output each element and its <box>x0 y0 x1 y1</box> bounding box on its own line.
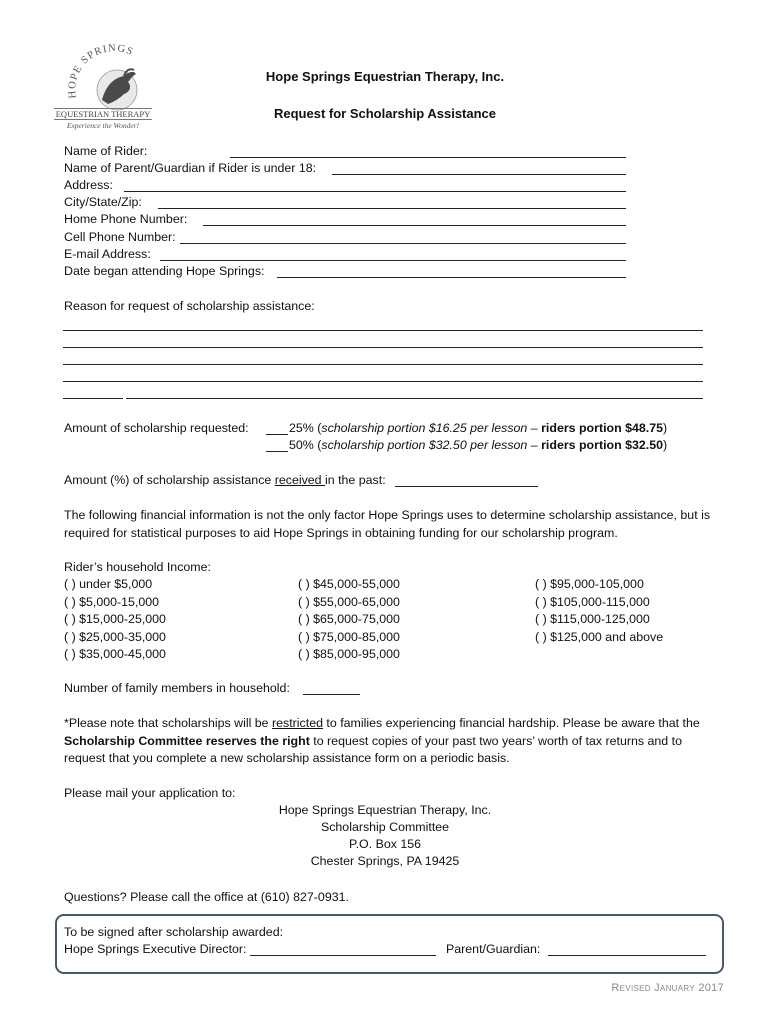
guardian-name-field[interactable] <box>332 174 626 175</box>
past-assistance-label: Amount (%) of scholarship assistance received in the past: <box>64 473 386 487</box>
home-phone-field[interactable] <box>203 225 626 226</box>
income-option[interactable]: ( ) $55,000-65,000 <box>298 594 400 609</box>
reason-label: Reason for request of scholarship assistance: <box>64 299 315 313</box>
reason-line-1[interactable] <box>63 330 703 331</box>
income-option[interactable]: ( ) $105,000-115,000 <box>535 594 650 609</box>
guardian-signature-label: Parent/Guardian: <box>446 942 541 956</box>
city-state-zip-field[interactable] <box>158 208 626 209</box>
income-column-2 <box>298 576 400 664</box>
director-signature-label: Hope Springs Executive Director: <box>64 942 247 956</box>
reason-line-2[interactable] <box>63 347 703 348</box>
logo-tagline: Experience the Wonder! <box>66 121 140 130</box>
restriction-note: *Please note that scholarships will be restricted to families experiencing financial hardship. Please be aware that the Scholarship Committee reserves the right to request copies of your past two years’ worth of tax returns and to request that you complete a new scholarship assistance form on a periodic basis. <box>64 716 700 765</box>
family-members-field[interactable] <box>303 694 360 695</box>
logo-arc-text: HOPE SPRINGS <box>66 43 136 99</box>
income-option[interactable]: ( ) under $5,000 <box>64 577 153 591</box>
address-label: Address: <box>64 178 113 192</box>
form-title: Request for Scholarship Assistance <box>273 106 497 121</box>
reason-line-5b[interactable] <box>126 398 703 399</box>
mail-address-line: Scholarship Committee <box>320 820 450 834</box>
signature-heading: To be signed after scholarship awarded: <box>64 925 284 939</box>
past-assistance-field[interactable] <box>395 486 538 487</box>
guardian-signature-field[interactable] <box>548 955 706 956</box>
cell-phone-label: Cell Phone Number: <box>64 230 176 244</box>
reason-line-4[interactable] <box>63 381 703 382</box>
income-option[interactable]: ( ) $95,000-105,000 <box>535 577 644 591</box>
income-option[interactable]: ( ) $25,000-35,000 <box>64 629 166 644</box>
email-label: E-mail Address: <box>64 247 151 261</box>
income-option[interactable]: ( ) $115,000-125,000 <box>535 612 650 626</box>
address-field[interactable] <box>124 191 626 192</box>
income-option[interactable]: ( ) $85,000-95,000 <box>298 647 400 661</box>
option-25-percent: 25% (scholarship portion $16.25 per lesson – riders portion $48.75) <box>289 421 668 435</box>
guardian-name-label: Name of Parent/Guardian if Rider is under 18: <box>64 161 317 175</box>
questions-text: Questions? Please call the office at (610) 827-0931. <box>64 890 349 904</box>
income-option[interactable]: ( ) $5,000-15,000 <box>64 594 160 609</box>
mail-address-line: Chester Springs, PA 19425 <box>310 854 460 868</box>
financial-note: The following financial information is not the only factor Hope Springs uses to determine scholarship assistance, but is required for statistical purposes to aid Hope Springs in obtaining funding for our scholarship program. <box>64 508 711 540</box>
income-option[interactable]: ( ) $125,000 and above <box>535 629 664 644</box>
logo-banner: EQUESTRIAN THERAPY <box>55 109 151 119</box>
amount-requested-label: Amount of scholarship requested: <box>64 421 249 435</box>
rider-name-label: Name of Rider: <box>64 144 148 158</box>
option-50-percent: 50% (scholarship portion $32.50 per lesson – riders portion $32.50) <box>289 438 668 452</box>
rider-name-field[interactable] <box>230 157 626 158</box>
income-column-3 <box>535 576 663 646</box>
date-began-field[interactable] <box>277 277 626 278</box>
revision-footer: Revised January 2017 <box>611 982 724 994</box>
option-25-blank[interactable] <box>266 434 288 435</box>
organization-title: Hope Springs Equestrian Therapy, Inc. <box>265 69 505 84</box>
email-field[interactable] <box>160 260 626 261</box>
income-option[interactable]: ( ) $75,000-85,000 <box>298 629 400 644</box>
date-began-label: Date began attending Hope Springs: <box>64 264 265 278</box>
reason-line-5a[interactable] <box>63 398 123 399</box>
home-phone-label: Home Phone Number: <box>64 212 188 226</box>
mail-address-line: P.O. Box 156 <box>348 837 422 851</box>
mail-address-line: Hope Springs Equestrian Therapy, Inc. <box>278 803 492 817</box>
income-option[interactable]: ( ) $15,000-25,000 <box>64 612 166 626</box>
cell-phone-field[interactable] <box>180 243 626 244</box>
income-column-1 <box>64 576 166 664</box>
family-members-label: Number of family members in household: <box>64 681 290 695</box>
option-50-blank[interactable] <box>266 451 288 452</box>
mail-label: Please mail your application to: <box>64 786 236 800</box>
income-option[interactable]: ( ) $35,000-45,000 <box>64 647 166 661</box>
reason-line-3[interactable] <box>63 364 703 365</box>
income-option[interactable]: ( ) $65,000-75,000 <box>298 612 400 626</box>
director-signature-field[interactable] <box>250 955 436 956</box>
income-label: Rider’s household Income: <box>64 560 211 574</box>
income-option[interactable]: ( ) $45,000-55,000 <box>298 577 400 591</box>
city-state-zip-label: City/State/Zip: <box>64 195 142 209</box>
